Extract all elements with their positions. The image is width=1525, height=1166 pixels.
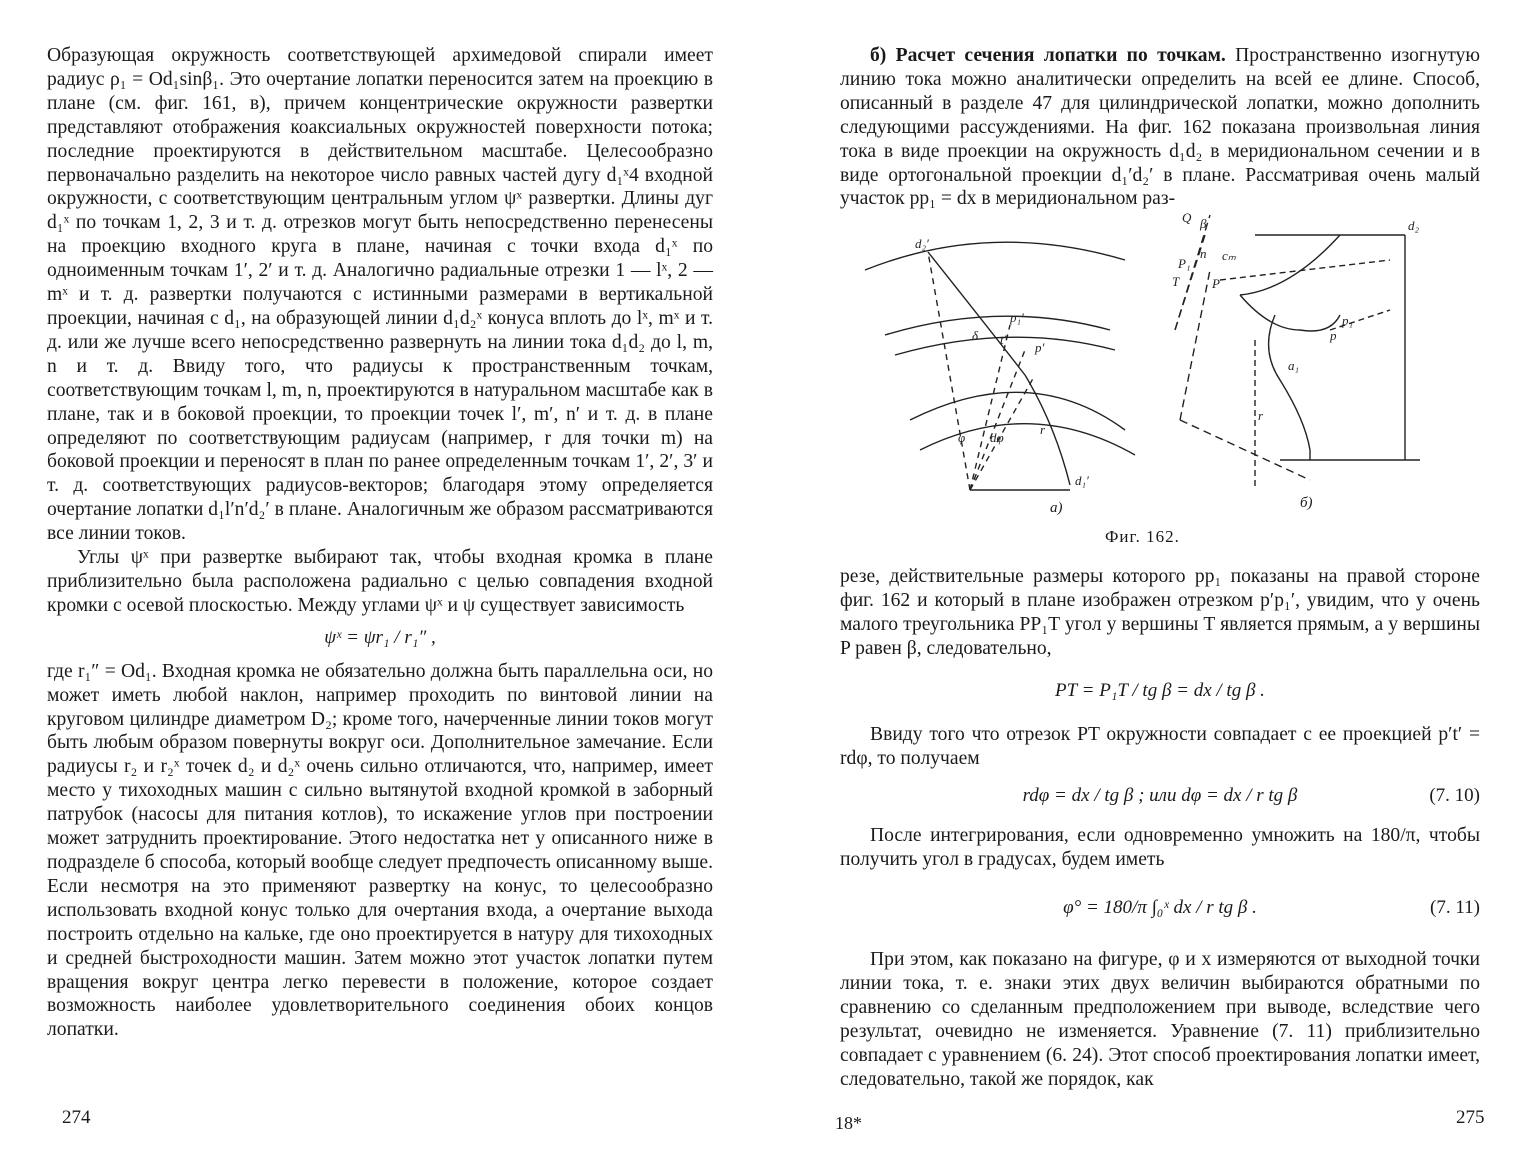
label-t-prime: t′ — [1000, 332, 1007, 347]
section-heading: б) Расчет сечения лопатки по точкам. — [870, 45, 1226, 66]
equation-number-7-11: (7. 11) — [1430, 897, 1480, 919]
page-number-right: 275 — [1456, 1107, 1485, 1128]
formula-7-11-body: φ° = 180/π ∫₀ˣ dx / r tg β . — [1063, 897, 1257, 919]
left-paragraph-1: Образующая окружность соответствующей архимедовой спирали имеет радиус ρ₁ = Od₁sinβ₁. Это очертание лопатки переносится затем на проекцию в плане (см. фиг. 161, в), причем концентрические окружности развертки представляют отображения коаксиальных окружностей поверхности потока; последние проектируются в действительном масштабе. Целесообразно первоначально разделить на некоторое число равных частей дугу d₁ˣ4 входной окружности, с соответствующим центральным углом ψˣ развертки. Длины дуг d₁ˣ по точкам 1, 2, 3 и т. д. отрезков могут быть непосредственно перенесены на проекцию входного круга в плане, начиная с точки входа d₁ˣ по одноименным точкам 1′, 2′ и т. д. Аналогично радиальные отрезки 1 — lˣ, 2 — mˣ и т. д. развертки получаются с истинными размерами в вертикальной проекции, начиная с d₁, на образующей линии d₁d₂ˣ конуса вплоть до lˣ, mˣ и т. д. или же лучше всего непосредственно развернуть на линии тока d₁d₂ до l, m, n и т. д. Ввиду того, что радиусы к пространственным точкам, соответствующим точкам l, m, n, проектируются в натуральном масштабе как в плане, так и в боковой проекции, то проекции точек l′, m′, n′ и т. д. в плане определяют по соответствующим радиусам (например, r для точки m) на боковой проекции и переносят в план по ранее определенным точкам 1′, 2′, 3′ и т. д. соответствующих радиусов-векторов; благодаря этому определяется очертание лопатки d₁l′n′d₂′ в плане. Аналогичным же образом рассматриваются все линии токов. — [47, 45, 713, 545]
label-p-prime: p′ — [1035, 340, 1045, 355]
left-page — [0, 0, 760, 1166]
label-cm: cₘ — [1222, 248, 1236, 263]
formula-7-10 — [840, 784, 1480, 808]
right-paragraph-5: При этом, как показано на фигуре, φ и x измеряются от выходной точки линии тока, т. е. знаки этих двух величин выбираются обратными по сравнению со сделанным предположением при выводе, вследствие чего результат, очевидно не изменяется. Уравнение (7. 11) приблизительно совпадает с уравнением (6. 24). Этот способ проектирования лопатки имеет, следовательно, такой же порядок, как — [840, 949, 1480, 1090]
label-p1-small: p₁ — [1342, 313, 1354, 328]
label-p: P — [1212, 276, 1220, 291]
label-d2: d₂ — [1408, 218, 1420, 233]
label-dphi: dφ — [990, 430, 1004, 445]
left-text-column — [47, 44, 713, 1042]
figure-part-a — [865, 242, 1135, 490]
right-text-column-top — [840, 44, 1480, 211]
label-phi: φ — [958, 430, 966, 445]
right-paragraph-1-text: Пространственно изогнутую линию тока можно аналитически определить на всей ее длине. Способ, описанный в разделе 47 для цилиндрической лопатки, можно дополнить следующими рассуждениями. На фиг. 162 показана произвольная линия тока в виде проекции на окружность d₁d₂ в меридиональном сечении и в виде ортогональной проекции d₁′d₂′ в плане. Рассматривая очень малый участок pp₁ = dx в меридиональном раз- — [840, 45, 1480, 210]
formula-7-10-body: rdφ = dx / tg β ; или dφ = dx / r tg β — [1022, 785, 1298, 807]
label-p-small: p — [1330, 328, 1337, 343]
left-paragraph-3: где r₁″ = Od₁. Входная кромка не обязательно должна быть параллельна оси, но может иметь любой наклон, например проходить по винтовой линии на круговом цилиндре диаметром D₂; кроме того, начерченные линии токов могут быть любым образом повернуты вокруг оси. Дополнительное замечание. Если радиусы r₂ и r₂ˣ точек d₂ и d₂ˣ очень сильно отличаются, что, например, имеет место у тихоходных машин с сильно вытянутой входной кромкой в заборный патрубок (насосы для питания котлов), то искажение углов при построении может затруднить проектирование. Этого недостатка нет у описанного ниже в подразделе б способа, который вообще следует предпочесть описанному выше. Если несмотря на это применяют развертку на конус, то целесообразно использовать входной конус только для очертания входа, а очертание выхода построить отдельно на кальке, где оно проектируется в натуру для тихоходных и средней быстроходности машин. Затем можно этот участок лопатки путем вращения вокруг центра легко перевести в положение, которое создает возможность наиболее удовлетворительного соединения обоих концов лопатки. — [47, 660, 713, 1041]
right-text-column-bottom — [840, 565, 1480, 1092]
label-beta: β — [1200, 216, 1207, 231]
label-delta: δ — [972, 328, 979, 343]
equation-number-7-10: (7. 10) — [1429, 785, 1480, 807]
right-paragraph-2: резе, действительные размеры которого pp₁ показаны на правой стороне фиг. 162 и который в плане изображен отрезком p′p₁′, увидим, что у очень малого треугольника PP₁T угол у вершины T является прямым, а у вершины P равен β, следовательно, — [840, 566, 1480, 659]
right-page — [760, 0, 1525, 1166]
figure-label-b: б) — [1300, 495, 1313, 511]
formula-psi: ψˣ = ψr₁ / r₁″ , — [324, 626, 436, 648]
label-p1-prime: p₁′ — [1010, 310, 1024, 325]
label-r: r — [1040, 422, 1046, 437]
right-paragraph-3: Ввиду того что отрезок PT окружности совпадает с ее проекцией p′t′ = rdφ, то получаем — [840, 723, 1480, 769]
label-q: Q — [1182, 210, 1192, 225]
page-number-left: 274 — [62, 1107, 91, 1128]
formula-7-11 — [840, 896, 1480, 920]
label-r-b: r — [1258, 408, 1264, 423]
figure-drawing — [860, 210, 1490, 510]
right-paragraph-4: После интегрирования, если одновременно умножить на 180/π, чтобы получить угол в градусах, будем иметь — [840, 825, 1480, 871]
figure-part-b — [1175, 215, 1420, 490]
label-t: T — [1172, 274, 1180, 289]
label-a1: a₁ — [1288, 358, 1300, 373]
figure-label-a: a) — [1050, 500, 1063, 516]
label-d1-prime: d₁′ — [1075, 473, 1089, 488]
figure-caption: Фиг. 162. — [1105, 527, 1180, 546]
figure-162 — [860, 210, 1490, 516]
left-paragraph-2: Углы ψˣ при развертке выбирают так, чтобы входная кромка в плане приблизительно была расположена радиально с целью совпадения входной кромки с осевой плоскостью. Между углами ψˣ и ψ существует зависимость — [47, 547, 713, 616]
right-paragraph-1 — [840, 44, 1480, 211]
label-d2-prime: d₂′ — [915, 236, 929, 251]
label-n: n — [1200, 246, 1207, 261]
signature-mark: 18* — [835, 1113, 862, 1133]
formula-pt: PT = P₁T / tg β = dx / tg β . — [1055, 679, 1265, 701]
label-p1: P₁ — [1178, 256, 1191, 271]
